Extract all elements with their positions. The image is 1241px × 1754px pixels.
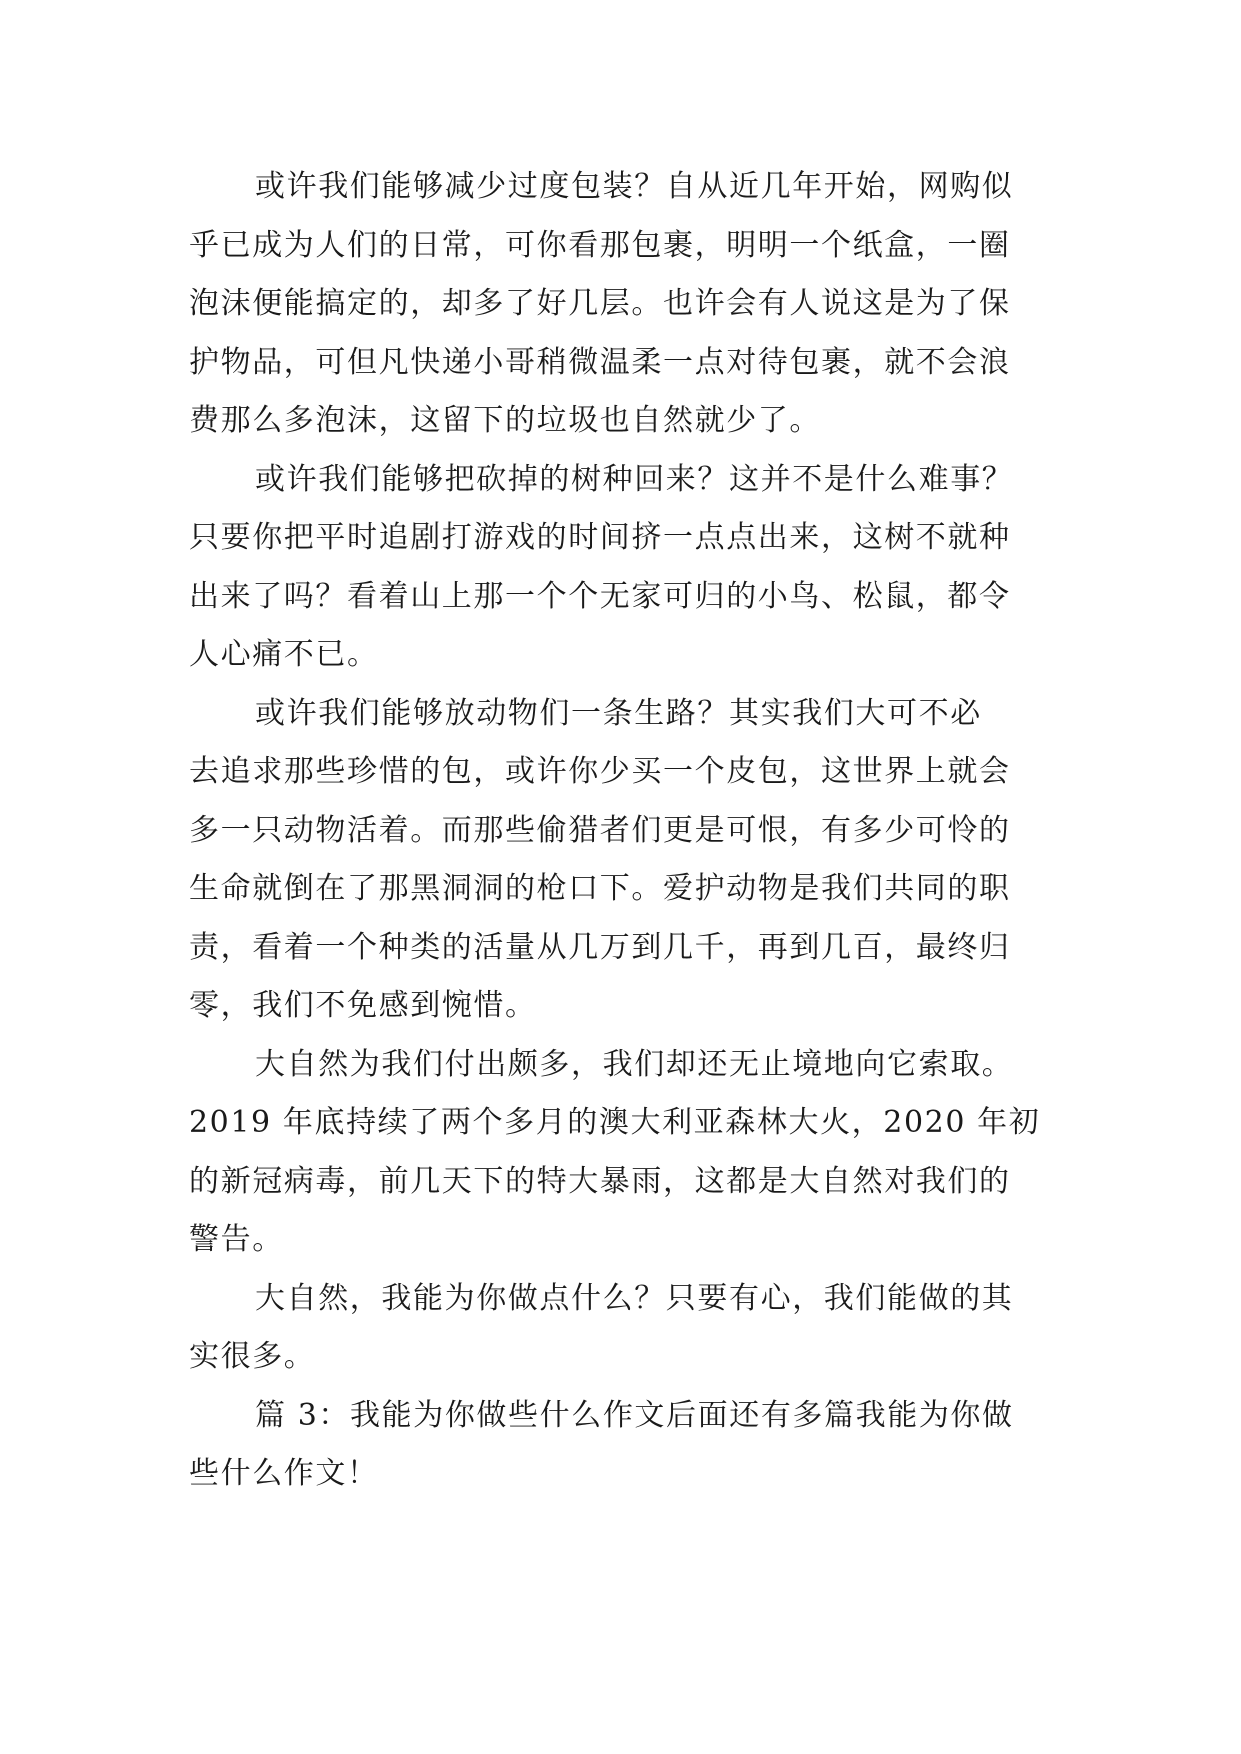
text-line: 或许我们能够放动物们一条生路？其实我们大可不必 bbox=[255, 695, 982, 731]
paragraph-trees bbox=[189, 451, 1051, 685]
paragraph-animals bbox=[189, 685, 1051, 1036]
text-line: 或许我们能够减少过度包装？自从近几年开始，网购似 bbox=[255, 169, 1014, 204]
text-line: 2019 年底持续了两个多月的澳大利亚森林大火，2020 年初 bbox=[189, 1105, 1041, 1140]
text-line: 多一只动物活着。而那些偷猎者们更是可恨，有多少可怜的 bbox=[189, 812, 1011, 848]
text-line: 警告。 bbox=[189, 1222, 284, 1257]
text-line: 大自然为我们付出颇多，我们却还无止境地向它索取。 bbox=[255, 1046, 1014, 1082]
text-line: 实很多。 bbox=[189, 1339, 316, 1374]
paragraph-conclusion bbox=[189, 1270, 1051, 1387]
text-line: 人心痛不已。 bbox=[189, 637, 379, 672]
text-line: 生命就倒在了那黑洞洞的枪口下。爱护动物是我们共同的职 bbox=[189, 871, 1011, 906]
paragraph-nature-warning bbox=[189, 1036, 1051, 1270]
text-line: 篇 3：我能为你做些什么作文后面还有多篇我能为你做 bbox=[255, 1397, 1014, 1433]
text-line: 乎已成为人们的日常，可你看那包裹，明明一个纸盒，一圈 bbox=[189, 227, 1011, 263]
text-line: 只要你把平时追剧打游戏的时间挤一点点出来，这树不就种 bbox=[189, 520, 1011, 555]
paragraph-packaging bbox=[189, 158, 1051, 451]
text-line: 的新冠病毒，前几天下的特大暴雨，这都是大自然对我们的 bbox=[189, 1163, 1011, 1199]
text-line: 责，看着一个种类的活量从几万到几千，再到几百，最终归 bbox=[189, 929, 1011, 965]
text-line: 大自然，我能为你做点什么？只要有心，我们能做的其 bbox=[255, 1280, 1014, 1316]
text-line: 去追求那些珍惜的包，或许你少买一个皮包，这世界上就会 bbox=[189, 754, 1011, 789]
text-line: 护物品，可但凡快递小哥稍微温柔一点对待包裹，就不会浪 bbox=[189, 344, 1011, 380]
text-line: 出来了吗？看着山上那一个个无家可归的小鸟、松鼠，都令 bbox=[189, 578, 1011, 614]
text-line: 或许我们能够把砍掉的树种回来？这并不是什么难事？ bbox=[255, 461, 1014, 497]
text-line: 些什么作文！ bbox=[189, 1456, 379, 1491]
document-body bbox=[189, 158, 1051, 1504]
paragraph-next-article bbox=[189, 1387, 1051, 1504]
text-line: 泡沫便能搞定的，却多了好几层。也许会有人说这是为了保 bbox=[189, 286, 1011, 321]
text-line: 零，我们不免感到惋惜。 bbox=[189, 988, 537, 1023]
text-line: 费那么多泡沫，这留下的垃圾也自然就少了。 bbox=[189, 403, 821, 438]
